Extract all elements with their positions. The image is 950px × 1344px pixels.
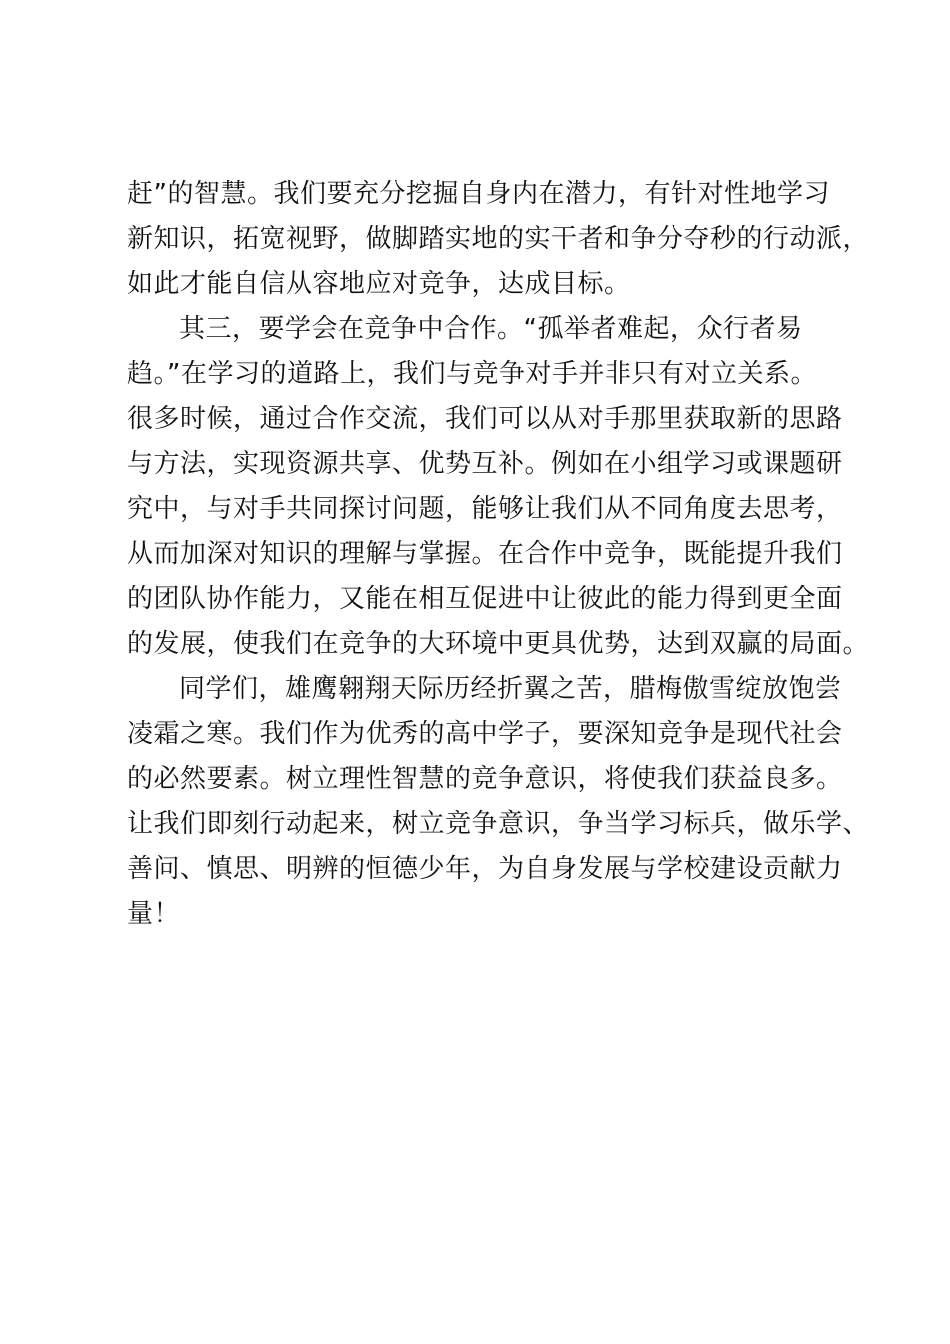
paragraph-start-line: 其三，要学会在竞争中合作。“孤举者难起，众行者易 [179,314,803,344]
text-line: 很多时候，通过合作交流，我们可以从对手那里获取新的思路 [127,404,843,434]
text-line: 凌霜之寒。我们作为优秀的高中学子，要深知竞争是现代社会 [127,719,843,749]
text-line: 从而加深对知识的理解与掌握。在合作中竞争，既能提升我们 [127,539,843,569]
text-line: 量！ [127,899,181,929]
paragraph-start-line: 同学们，雄鹰翱翔天际历经折翼之苦，腊梅傲雪绽放饱尝 [179,674,842,704]
text-line: 的发展，使我们在竞争的大环境中更具优势，达到双赢的局面。 [127,629,870,659]
text-line: 新知识，拓宽视野，做脚踏实地的实干者和争分夺秒的行动派， [127,224,870,254]
text-line: 让我们即刻行动起来，树立竞争意识，争当学习标兵，做乐学、 [127,809,870,839]
text-line: 善问、慎思、明辨的恒德少年，为自身发展与学校建设贡献力 [127,854,843,884]
text-line: 的团队协作能力，又能在相互促进中让彼此的能力得到更全面 [127,584,843,614]
document-body [127,172,870,937]
text-line: 的必然要素。树立理性智慧的竞争意识，将使我们获益良多。 [127,764,843,794]
text-line: 究中，与对手共同探讨问题，能够让我们从不同角度去思考， [127,494,843,524]
text-line: 与方法，实现资源共享、优势互补。例如在小组学习或课题研 [127,449,843,479]
text-line: 赶”的智慧。我们要充分挖掘自身内在潜力，有针对性地学习 [127,179,830,209]
text-line: 如此才能自信从容地应对竞争，达成目标。 [127,269,631,299]
text-line: 趋。”在学习的道路上，我们与竞争对手并非只有对立关系。 [127,359,817,389]
